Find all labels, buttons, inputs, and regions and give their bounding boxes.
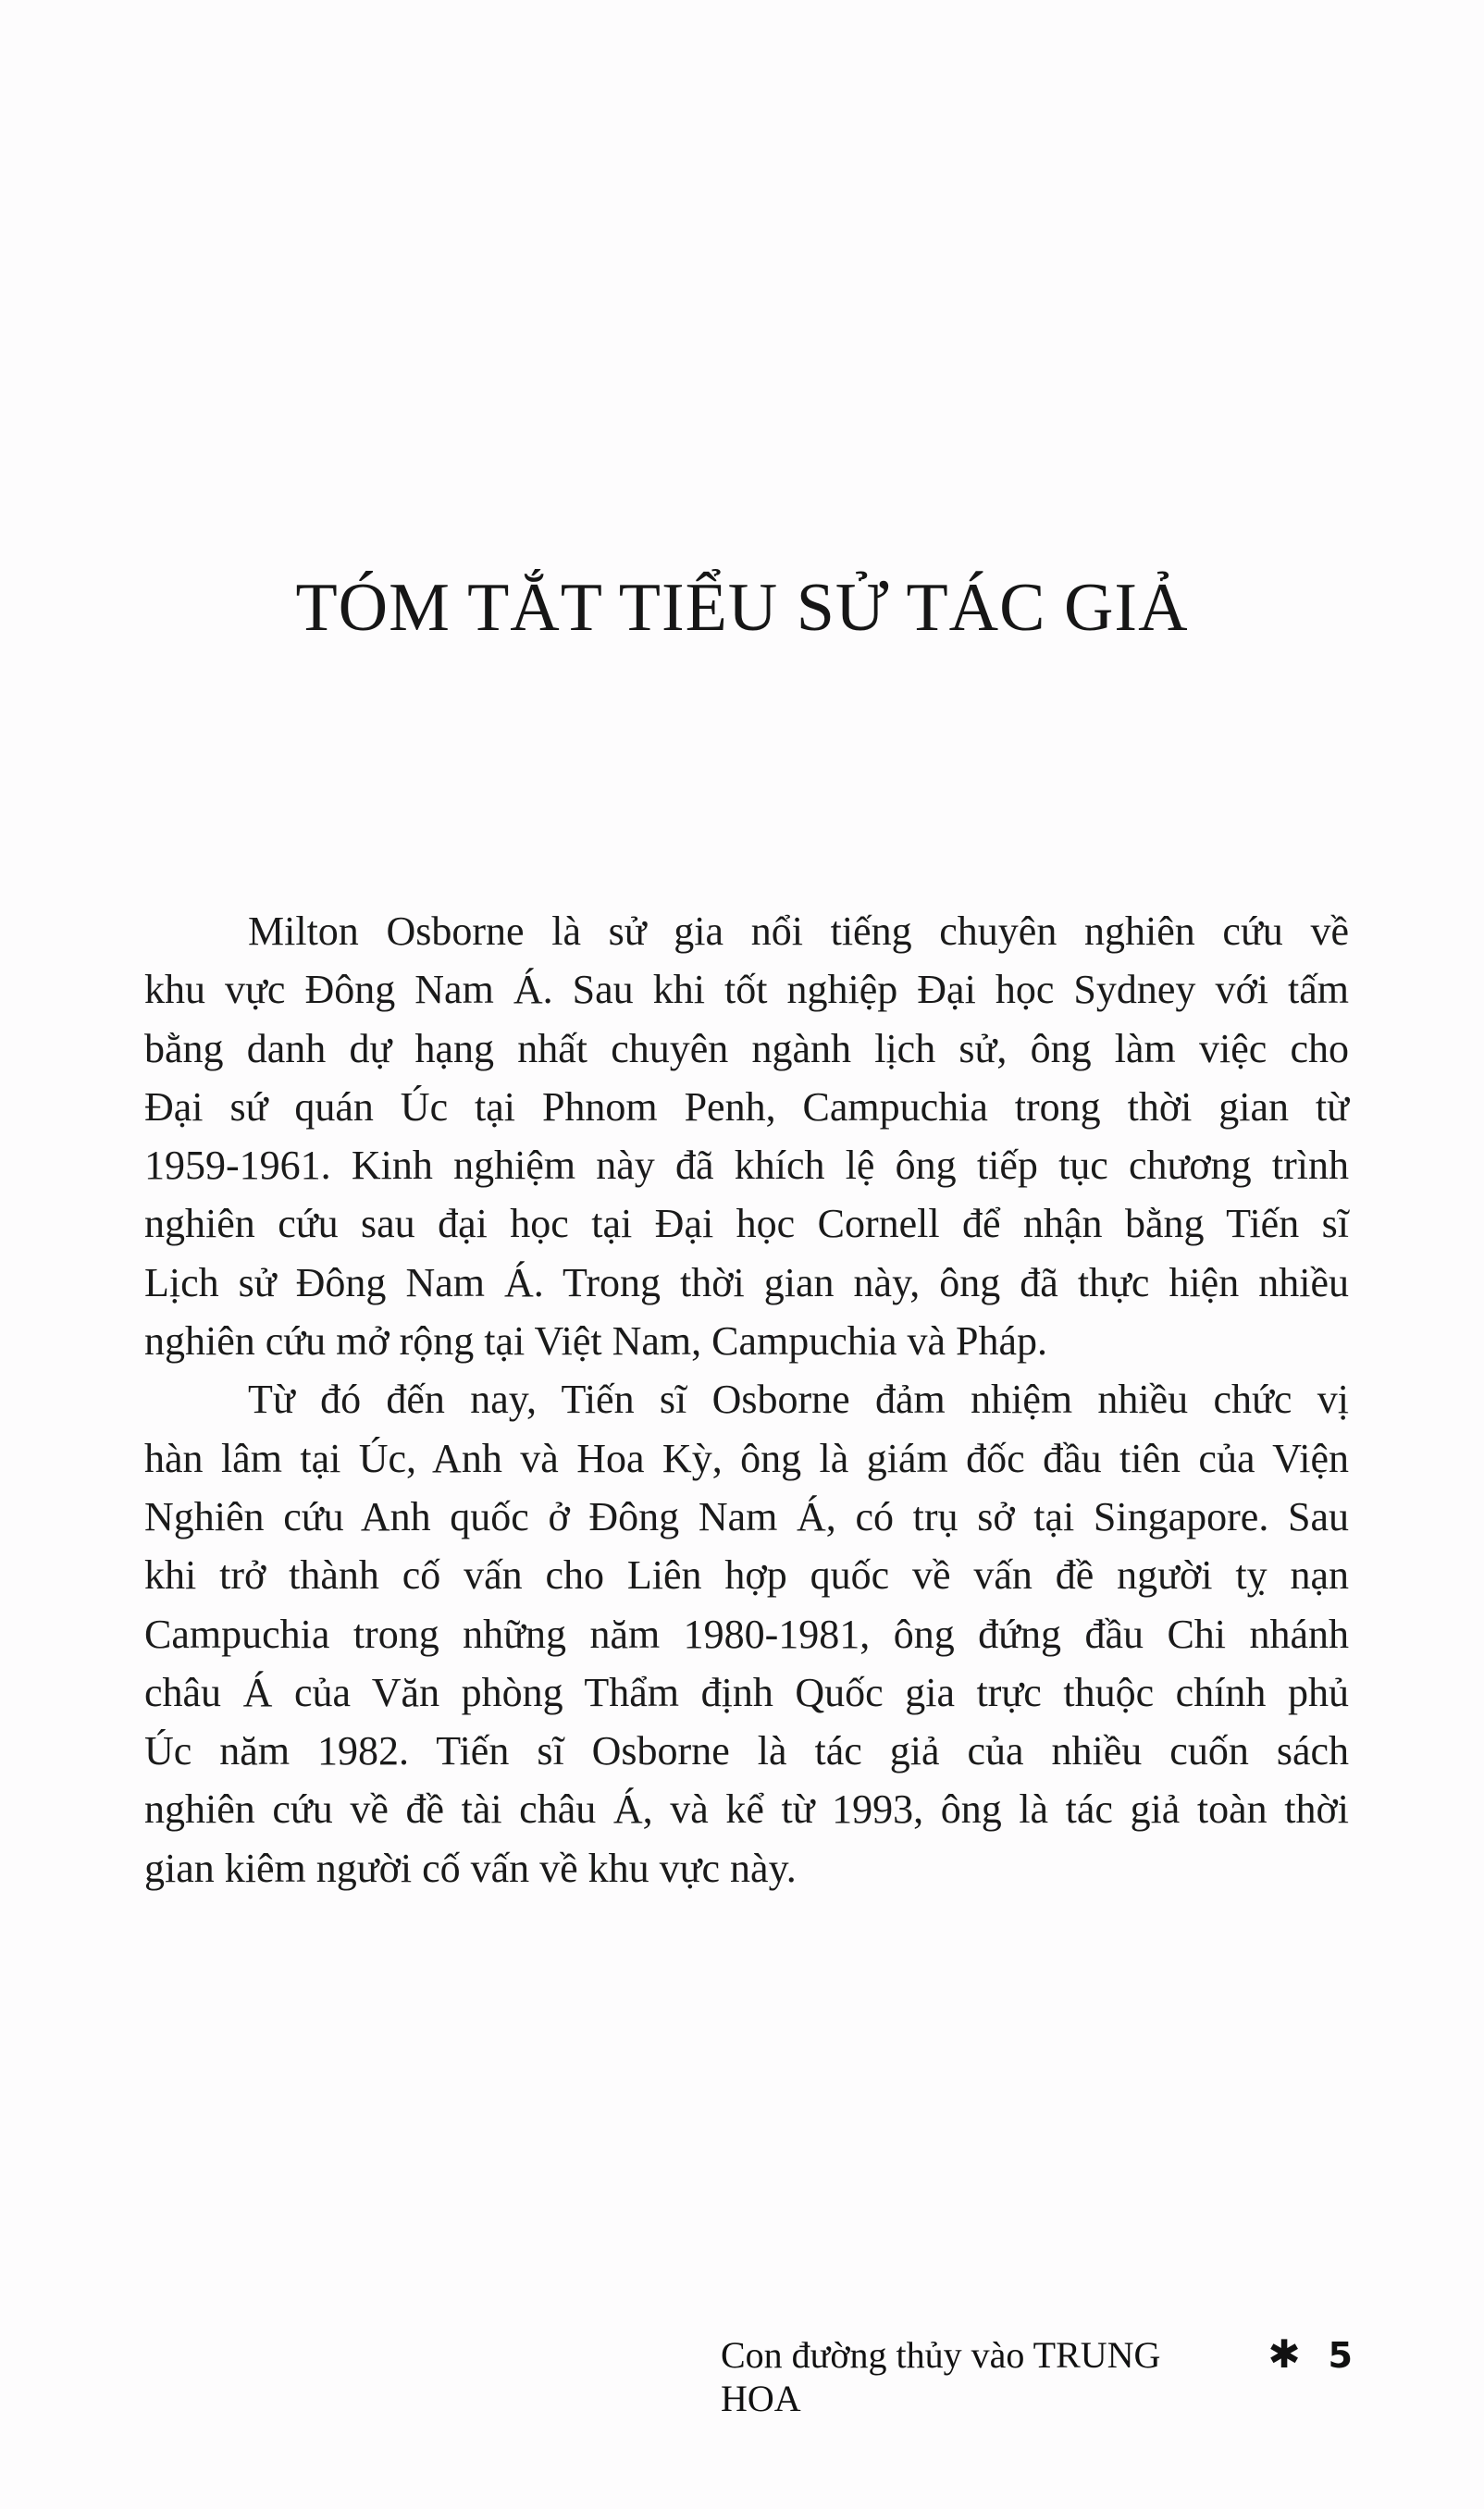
paragraph-1 [144, 902, 1349, 1370]
biography-body [144, 902, 1349, 1897]
text-line: Nghiên cứu Anh quốc ở Đông Nam Á, có trụ sở tại Singapore. Sau [144, 1493, 1349, 1539]
text-line: khi trở thành cố vấn cho Liên hợp quốc về vấn đề người tỵ nạn [144, 1552, 1349, 1599]
book-title: Con đường thủy vào TRUNG HOA [721, 2334, 1161, 2419]
text-line: Từ đó đến nay, Tiến sĩ Osborne đảm nhiệm nhiều chức vị [248, 1377, 1349, 1423]
text-line: hàn lâm tại Úc, Anh và Hoa Kỳ, ông là giám đốc đầu tiên của Viện [144, 1435, 1349, 1481]
text-line: khu vực Đông Nam Á. Sau khi tốt nghiệp Đại học Sydney với tấm [144, 967, 1349, 1013]
paragraph-2 [144, 1370, 1349, 1897]
text-line: Campuchia trong những năm 1980-1981, ông đứng đầu Chi nhánh [144, 1611, 1349, 1657]
text-line: bằng danh dự hạng nhất chuyên ngành lịch sử, ông làm việc cho [144, 1025, 1349, 1071]
text-line: Đại sứ quán Úc tại Phnom Penh, Campuchia trong thời gian từ [144, 1083, 1349, 1130]
text-line: châu Á của Văn phòng Thẩm định Quốc gia trực thuộc chính phủ [144, 1669, 1349, 1715]
text-line: nghiên cứu sau đại học tại Đại học Cornell để nhận bằng Tiến sĩ [144, 1201, 1349, 1247]
text-line: nghiên cứu về đề tài châu Á, và kể từ 1993, ông là tác giả toàn thời [144, 1786, 1349, 1833]
asterisk-separator-icon: ✱ [1268, 2331, 1301, 2377]
page-title: TÓM TẮT TIỂU SỬ TÁC GIẢ [295, 570, 1189, 646]
text-line: gian kiêm người cố vấn về khu vực này. [144, 1845, 797, 1891]
text-line: Milton Osborne là sử gia nổi tiếng chuyên nghiên cứu về [248, 908, 1349, 954]
text-line: Lịch sử Đông Nam Á. Trong thời gian này, ông đã thực hiện nhiều [144, 1259, 1349, 1305]
text-line: Úc năm 1982. Tiến sĩ Osborne là tác giả của nhiều cuốn sách [144, 1728, 1349, 1774]
text-line: 1959-1961. Kinh nghiệm này đã khích lệ ông tiếp tục chương trình [144, 1143, 1349, 1189]
page-number: 5 [1328, 2335, 1353, 2376]
running-footer [721, 2331, 1353, 2420]
text-line: nghiên cứu mở rộng tại Việt Nam, Campuchia và Pháp. [144, 1318, 1048, 1365]
